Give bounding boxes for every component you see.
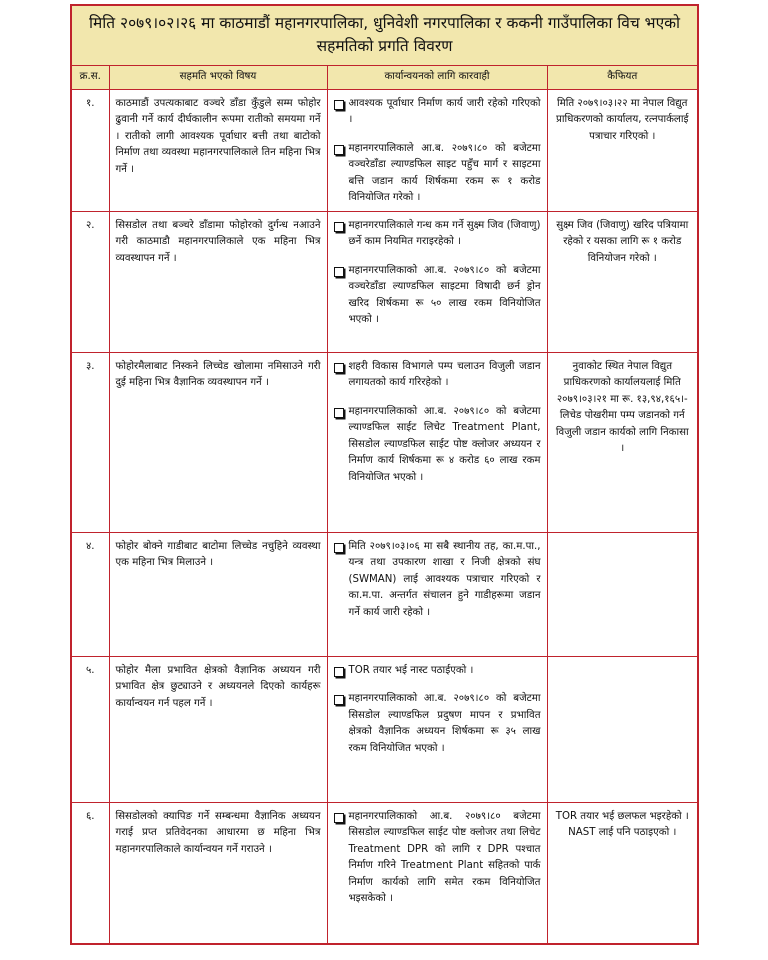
row-remarks: सुक्ष्म जिव (जिवाणु) खरिद पत्रियामा रहेको र यसका लागि रू १ करोड विनियोजन गरेको ।: [547, 211, 698, 352]
checkbox-icon: [334, 813, 344, 823]
row-actions: [327, 532, 547, 656]
action-item: महानगरपालिकाले गन्ध कम गर्ने सुक्ष्म जिव (जिवाणु) छर्ने काम नियमित गराइरहेको ।: [334, 218, 541, 251]
checkbox-icon: [334, 222, 344, 232]
checkbox-icon: [334, 267, 344, 277]
action-item: महानगरपालिकाले आ.ब. २०७९।८० को बजेटमा वञ्चरेडाँडा ल्याण्डफिल साइट पहुँच मार्ग र साइटमा बत्ति जडान कार्य शिर्षकमा रकम रू १ करोड विनियोजित गरेको ।: [334, 141, 541, 207]
row-subject: फोहोरमैलाबाट निस्कने लिच्चेड खोलामा नमिसाउने गरी दुई महिना भित्र वैज्ञानिक व्यवस्थापन गर्ने ।: [109, 352, 327, 532]
checkbox-icon: [334, 363, 344, 373]
checkbox-icon: [334, 408, 344, 418]
checkbox-icon: [334, 695, 344, 705]
row-remarks: TOR तयार भई छलफल भइरहेको । NAST लाई पनि पठाइएको ।: [547, 802, 698, 944]
table-title: मिति २०७९।०२।२६ मा काठमाडौं महानगरपालिका, धुनिवेशी नगरपालिका र ककनी गाउँपालिका विच भएको सहमतिको प्रगति विवरण: [71, 5, 698, 66]
row-sn: ३.: [71, 352, 109, 532]
row-remarks: [547, 656, 698, 802]
row-remarks: [547, 532, 698, 656]
table-row: [71, 352, 698, 532]
row-subject: सिसडोलको क्यापिङ गर्ने सम्बन्धमा वैज्ञानिक अध्ययन गराई प्रप्त प्रतिवेदनका आधारमा छ महिना भित्र महानगरपालिकाले कार्यान्वयन गर्ने गराउने ।: [109, 802, 327, 944]
action-item: महानगरपालिकाको आ.ब. २०७९।८० को बजेटमा ल्याण्डफिल साईट लिचेट Treatment Plant, सिसडोल ल्याण्डफिल साईट पोष्ट क्लोजर अध्ययन र निर्माण कार्य शिर्षकमा रू ४ करोड ६० लाख रकम विनियोजित भएको ।: [334, 404, 541, 487]
action-item: महानगरपालिकाको आ.ब. २०७९।८० को बजेटमा सिसडोल ल्याण्डफिल प्रदुषण मापन र प्रभावित क्षेत्रको वैज्ञानिक अध्ययन शिर्षकमा रू ३५ लाख रकम विनियोजित भएको ।: [334, 691, 541, 757]
checkbox-icon: [334, 543, 344, 553]
header-row: [71, 66, 698, 90]
row-sn: ५.: [71, 656, 109, 802]
row-subject: सिसडोल तथा बञ्चरे डाँडामा फोहोरको दुर्गन्ध नआउने गरी काठमाडौ महानगरपालिकाले एक महिना भित्र व्यवस्थापन गर्ने ।: [109, 211, 327, 352]
checkbox-icon: [334, 145, 344, 155]
header-subject: सहमति भएको विषय: [109, 66, 327, 90]
row-actions: [327, 352, 547, 532]
row-actions: [327, 211, 547, 352]
header-remarks: कैफियत: [547, 66, 698, 90]
row-remarks: मिति २०७९।०३।२२ मा नेपाल विद्युत प्राधिकरणको कार्यालय, रत्नपार्कलाई पत्राचार गरिएको ।: [547, 89, 698, 211]
action-item: आवश्यक पूर्वाधार निर्माण कार्य जारी रहेको गरिएको ।: [334, 96, 541, 129]
table-row: [71, 532, 698, 656]
table-row: [71, 211, 698, 352]
row-sn: १.: [71, 89, 109, 211]
checkbox-icon: [334, 100, 344, 110]
table-row: [71, 89, 698, 211]
action-item: महानगरपालिकाको आ.ब. २०७९।८० को बजेटमा वञ्चरेडाँडा ल्याण्डफिल साइटमा विषादी छर्न ड्रोन खरिद शिर्षकमा रू ५० लाख रकम विनियोजित भएको ।: [334, 263, 541, 329]
row-sn: २.: [71, 211, 109, 352]
row-sn: ४.: [71, 532, 109, 656]
row-actions: [327, 802, 547, 944]
checkbox-icon: [334, 667, 344, 677]
row-sn: ६.: [71, 802, 109, 944]
header-sn: क्र.स.: [71, 66, 109, 90]
table-row: [71, 802, 698, 944]
action-item: महानगरपालिकाको आ.ब. २०७९।८० बजेटमा सिसडोल ल्याण्डफिल साईट पोष्ट क्लोजर तथा लिचेट Treatment DPR को लागि र DPR पश्चात निर्माण गरिने Treatment Plant सहितको पार्क निर्माण कार्यको लागि समेत रकम विनियोजित भइसकेको ।: [334, 809, 541, 908]
progress-table: [70, 4, 699, 945]
row-subject: फोहोर बोक्ने गाडीबाट बाटोमा लिच्चेड नचुहिने व्यवस्था एक महिना भित्र मिलाउने ।: [109, 532, 327, 656]
row-subject: फोहोर मैला प्रभावित क्षेत्रको वैज्ञानिक अध्ययन गरी प्रभावित क्षेत्र छुट्याउने र अध्ययनले दिएको कार्यहरू कार्यान्वयन गर्न पहल गर्ने ।: [109, 656, 327, 802]
row-remarks: नुवाकोट स्थित नेपाल विद्युत प्राधिकरणको कार्यालयलाई मिति २०७९।०३।२१ मा रू. १३,९४,१६५।- लिचेड पोखरीमा पम्प जडानको गर्न विजुली जडान कार्यको लागि निकासा ।: [547, 352, 698, 532]
action-item: मिति २०७९।०३।०६ मा सबै स्थानीय तह, का.म.पा., यन्त्र तथा उपकारण शाखा र निजी क्षेत्रको संघ (SWMAN) लाई आवश्यक पत्राचार गरिएको र का.म.पा. अन्तर्गत संचालन हुने गाडीहरूमा जडान गर्ने कार्य जारी रहेको ।: [334, 539, 541, 622]
row-subject: काठमाडौं उपत्यकाबाट वञ्चरे डाँडा कुँडुले सम्म फोहोर ढुवानी गर्ने कार्य दीर्घकालीन रूपमा रातीको समयमा गर्ने । रातीको लागी आवश्यक पूर्वाधार बत्ती तथा बाटोको निर्माण तथा व्यवस्था महानगरपालिकाले तिन महिना भित्र गर्ने ।: [109, 89, 327, 211]
row-actions: [327, 89, 547, 211]
table-row: [71, 656, 698, 802]
action-item: TOR तयार भई नास्ट पठाईएको ।: [334, 663, 541, 680]
header-action: कार्यान्वयनको लागि कारवाही: [327, 66, 547, 90]
row-actions: [327, 656, 547, 802]
action-item: शहरी विकास विभागले पम्प चलाउन विजुली जडान लगायतको कार्य गरिरहेको ।: [334, 359, 541, 392]
